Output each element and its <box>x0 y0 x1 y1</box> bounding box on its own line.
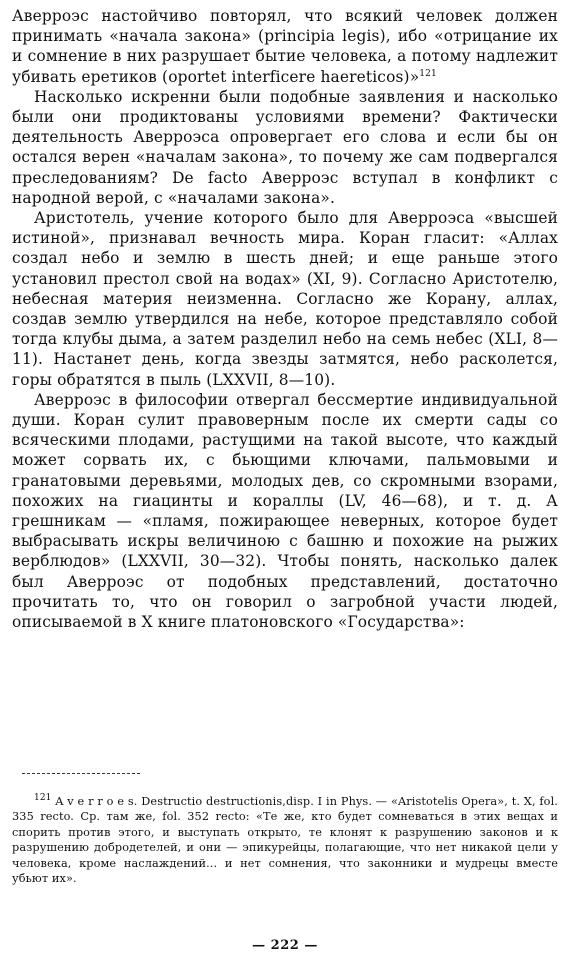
footnote-121 <box>12 794 558 886</box>
footnote-mark: 121 <box>34 793 52 804</box>
footnote-divider <box>22 773 140 774</box>
footnote-text: A v e r r o e s. Destructio destructionis,disp. I in Phys. — «Aristotelis Opera», t. X, fol. 335 recto. Ср. там же, fol. 352 recto: «Те же, кто будет сомневаться в этих вещах и спорить против этого, и выступать открыто, те клонят к разрушению законов и к разрушению добродетелей, и они — эпикурейцы, полагающие, что нет никакой цели у человека, кроме наслаждений... и нет сомнения, что законники и мудрецы вместе убьют их». <box>12 795 558 886</box>
paragraph-4: Аверроэс в философии отвергал бессмертие индивидуальной души. Коран сулит правоверным после их смерти сады со всяческими плодами, растущими на такой высоте, что каждый может сорвать их, с бьющими ключами, пальмовыми и гранатовыми деревьями, молодых дев, со скромными взорами, похожих на гиацинты и кораллы (LV, 46—68), и т. д. А грешникам — «пламя, пожирающее неверных, которое будет выбрасывать искры величиною с башню и похожие на рыжих верблюдов» (LXXVII, 30—32). Чтобы понять, насколько далек был Аверроэс от подобных представлений, достаточно прочитать то, что он говорил о загробной участи людей, описываемой в X книге платоновского «Государства»: <box>12 390 558 632</box>
paragraph-1-text: Аверроэс настойчиво повторял, что всякий человек должен принимать «начала закона» (principia legis), ибо «отрицание их и сомнение в них разрушает бытие человека, а потому надлежит убивать еретиков (oportet interficere haereticos)» <box>12 7 558 86</box>
paragraph-2: Насколько искренни были подобные заявления и насколько были они продиктованы условиями времени? Фактически деятельность Аверроэса опровергает его слова и если бы он остался верен «началам закона», то почему же сам подвергался преследованиям? De facto Аверроэс вступал в конфликт с народной верой, с «началами закона». <box>12 87 558 207</box>
paragraph-1 <box>12 6 558 87</box>
main-text <box>12 6 558 632</box>
page-number: — 222 — <box>252 938 318 953</box>
paragraph-3: Аристотель, учение которого было для Аверроэса «высшей истиной», признавал вечность мира. Коран гласит: «Аллах создал небо и землю в шесть дней; и еще раньше этого установил престол свой на водах» (XI, 9). Согласно Аристотелю, небесная материя неизменна. Согласно же Корану, аллах, создав землю утвердился на небе, которое представляло собой тогда клубы дыма, а затем разделил небо на семь небес (XLI, 8—11). Настанет день, когда звезды затмятся, небо расколется, горы обратятся в пыль (LXXVII, 8—10). <box>12 209 558 389</box>
footnote-ref-121: 121 <box>419 68 437 79</box>
